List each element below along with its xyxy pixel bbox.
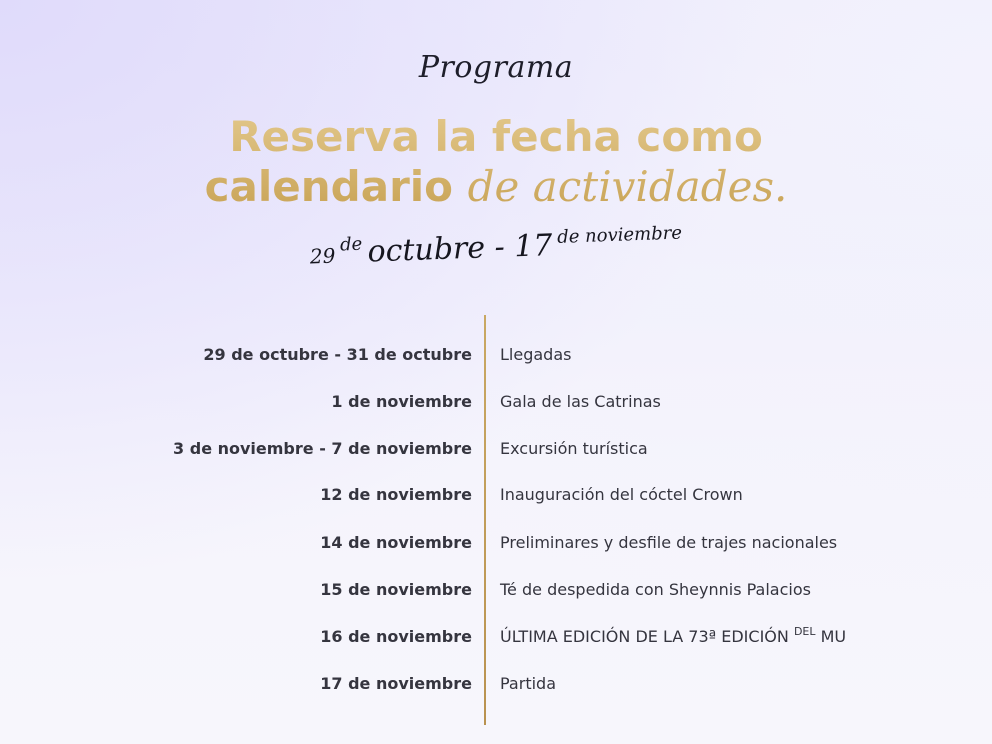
date-start-de: de	[339, 233, 363, 256]
event-text-post: MU	[815, 627, 847, 646]
schedule-event: Inauguración del cóctel Crown	[500, 485, 743, 504]
date-end-num: 17	[513, 228, 554, 265]
event-superscript: DEL	[793, 625, 816, 638]
schedule-row	[0, 387, 992, 417]
headline-line-2-regular: calendario	[204, 162, 468, 211]
schedule-row	[0, 340, 992, 370]
date-start-month: octubre	[366, 230, 486, 270]
schedule-date: 17 de noviembre	[320, 674, 472, 693]
schedule-row	[0, 669, 992, 699]
schedule-date: 15 de noviembre	[320, 580, 472, 599]
schedule-date: 14 de noviembre	[320, 533, 472, 552]
schedule-row	[0, 575, 992, 605]
schedule-row	[0, 480, 992, 510]
schedule-event: Gala de las Catrinas	[500, 392, 661, 411]
timeline-divider	[484, 315, 486, 725]
schedule-event: Llegadas	[500, 345, 572, 364]
schedule-date: 16 de noviembre	[320, 627, 472, 646]
date-range	[0, 213, 992, 283]
section-eyebrow: Programa	[418, 50, 574, 85]
schedule-date: 3 de noviembre - 7 de noviembre	[173, 439, 472, 458]
date-start-num: 29	[309, 243, 336, 269]
schedule-timeline	[0, 315, 992, 725]
schedule-event: Té de despedida con Sheynnis Palacios	[500, 580, 811, 599]
schedule-event: Partida	[500, 674, 556, 693]
headline-line-1: Reserva la fecha como	[229, 112, 763, 161]
headline-line-2-italic: de actividades.	[467, 162, 788, 211]
schedule-event: Preliminares y desfile de trajes nacionales	[500, 533, 838, 552]
date-dash: -	[484, 229, 515, 266]
event-text-pre: ÚLTIMA EDICIÓN DE LA 73ª EDICIÓN	[500, 627, 794, 646]
headline	[0, 112, 992, 212]
schedule-row	[0, 622, 992, 652]
date-end-month: de noviembre	[556, 222, 683, 248]
schedule-date: 12 de noviembre	[320, 485, 472, 504]
schedule-row	[0, 528, 992, 558]
schedule-event: Excursión turística	[500, 439, 648, 458]
headline-line-2	[0, 162, 992, 212]
schedule-date: 1 de noviembre	[331, 392, 472, 411]
schedule-date: 29 de octubre - 31 de octubre	[203, 345, 472, 364]
schedule-row	[0, 434, 992, 464]
schedule-event	[500, 622, 846, 654]
